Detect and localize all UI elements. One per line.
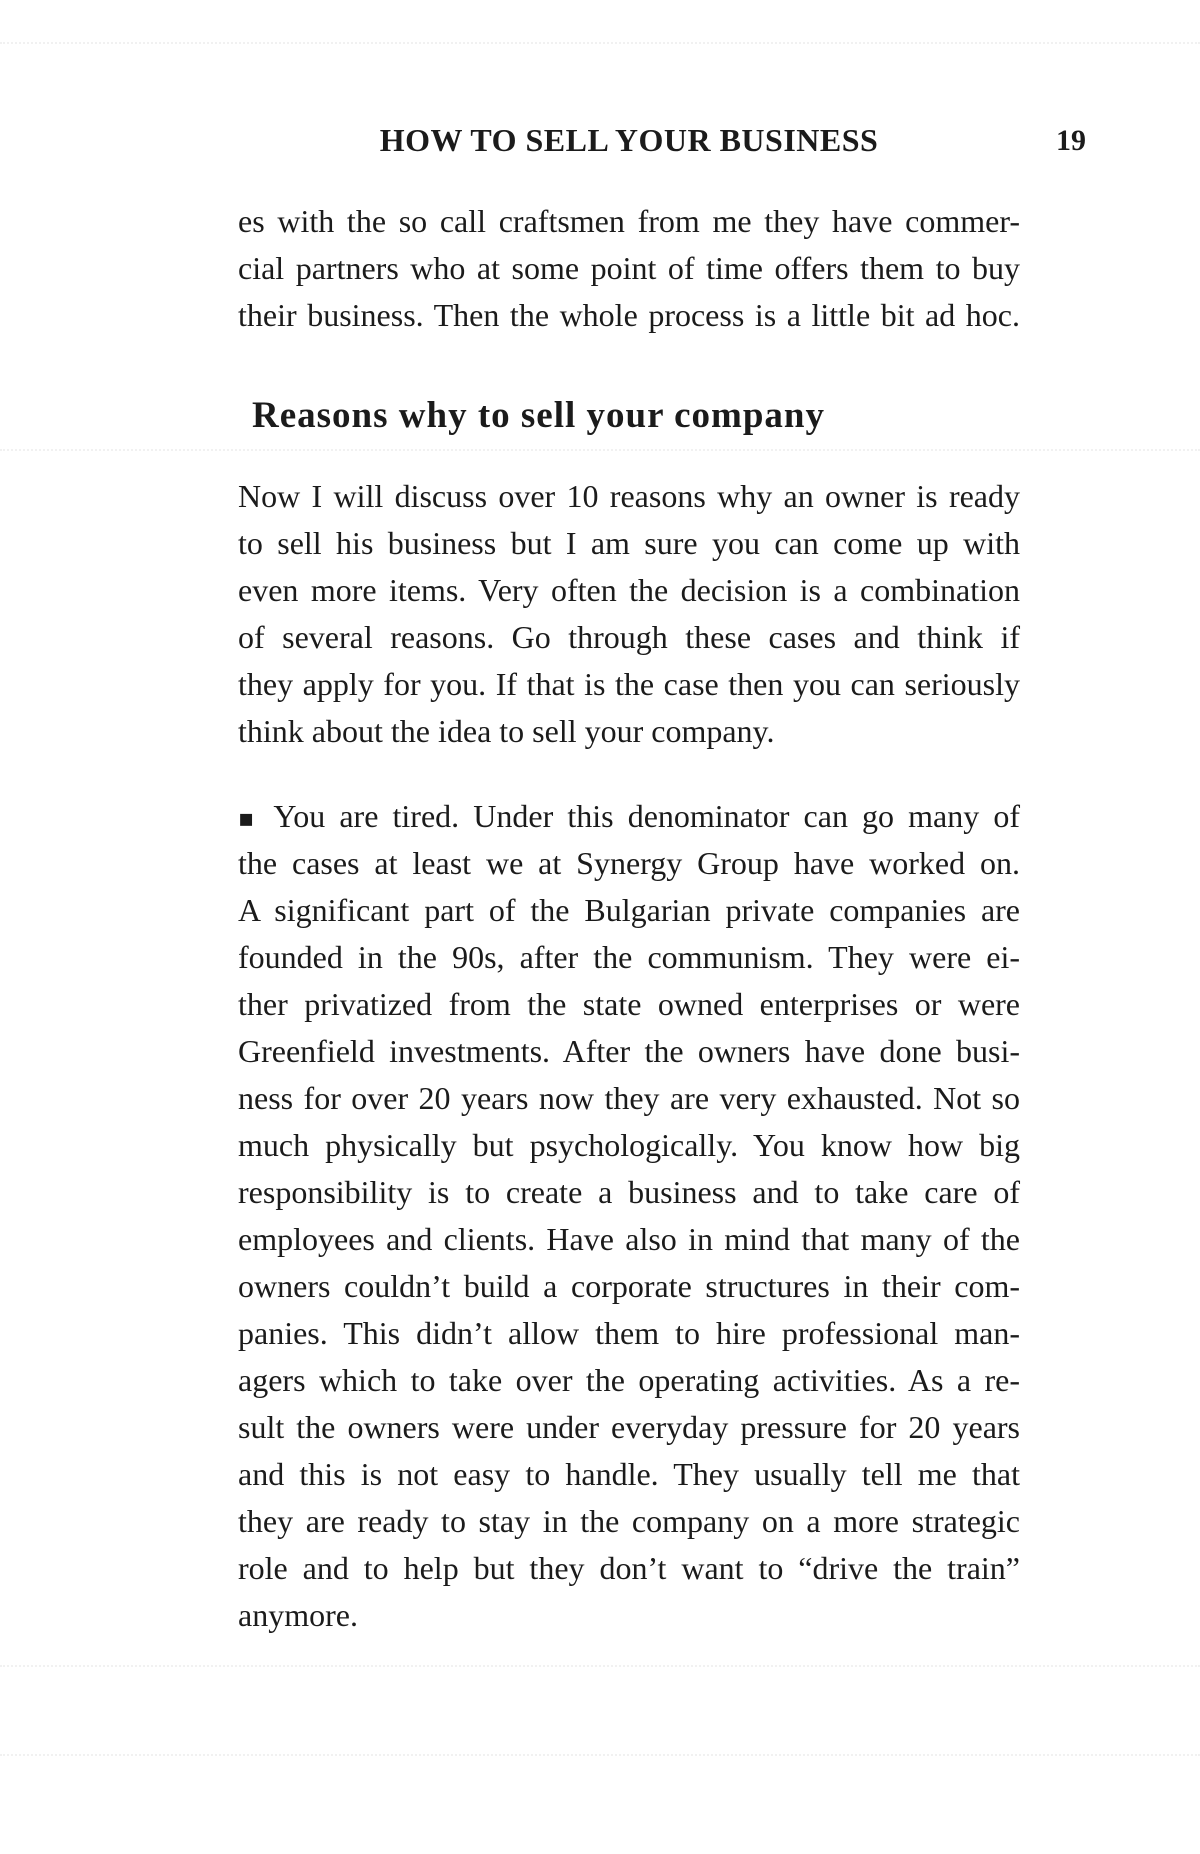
text-line-fragment: You are tired. Under this denominator can go many of bbox=[273, 798, 1021, 834]
scan-artifact-line bbox=[0, 1754, 1200, 1756]
text-line: role and to help but they don’t want to “drive the train” bbox=[238, 1550, 1020, 1586]
scan-artifact-line bbox=[0, 1665, 1200, 1667]
text-line: even more items. Very often the decision is a combination bbox=[238, 572, 1020, 608]
reasons-paragraph bbox=[238, 473, 1020, 755]
page-number: 19 bbox=[1056, 124, 1086, 157]
text-line: cial partners who at some point of time offers them to buy bbox=[238, 250, 1020, 286]
text-line: A significant part of the Bulgarian private companies are bbox=[238, 892, 1020, 928]
text-line: panies. This didn’t allow them to hire professional man- bbox=[238, 1315, 1020, 1351]
text-line: ness for over 20 years now they are very exhausted. Not so bbox=[238, 1080, 1020, 1116]
text-line: Greenfield investments. After the owners have done busi- bbox=[238, 1033, 1020, 1069]
scan-artifact-line bbox=[0, 449, 1200, 451]
intro-paragraph bbox=[238, 198, 1020, 339]
text-line: their business. Then the whole process is a little bit ad hoc. bbox=[238, 297, 1020, 333]
section-heading: Reasons why to sell your company bbox=[252, 395, 825, 436]
text-line bbox=[238, 793, 1020, 840]
text-line: think about the idea to sell your company. bbox=[238, 713, 775, 749]
text-line: to sell his business but I am sure you can come up with bbox=[238, 525, 1020, 561]
text-line: owners couldn’t build a corporate structures in their com- bbox=[238, 1268, 1020, 1304]
text-line: Now I will discuss over 10 reasons why an owner is ready bbox=[238, 478, 1020, 514]
text-line: employees and clients. Have also in mind that many of the bbox=[238, 1221, 1020, 1257]
bullet-item-paragraph bbox=[238, 793, 1020, 1639]
text-line: es with the so call craftsmen from me they have commer- bbox=[238, 203, 1020, 239]
text-line: they are ready to stay in the company on a more strategic bbox=[238, 1503, 1020, 1539]
text-line: and this is not easy to handle. They usually tell me that bbox=[238, 1456, 1020, 1492]
text-line: founded in the 90s, after the communism. They were ei- bbox=[238, 939, 1020, 975]
text-line: ther privatized from the state owned enterprises or were bbox=[238, 986, 1020, 1022]
text-line: the cases at least we at Synergy Group have worked on. bbox=[238, 845, 1020, 881]
text-line: much physically but psychologically. You know how big bbox=[238, 1127, 1020, 1163]
running-header-title: HOW TO SELL YOUR BUSINESS bbox=[379, 122, 879, 158]
text-line: they apply for you. If that is the case then you can seriously bbox=[238, 666, 1020, 702]
text-line: responsibility is to create a business and to take care of bbox=[238, 1174, 1020, 1210]
text-line: sult the owners were under everyday pressure for 20 years bbox=[238, 1409, 1020, 1445]
text-line: of several reasons. Go through these cases and think if bbox=[238, 619, 1020, 655]
text-line: anymore. bbox=[238, 1597, 358, 1633]
bullet-square-icon: ▪ bbox=[238, 804, 261, 832]
text-line: agers which to take over the operating activities. As a re- bbox=[238, 1362, 1020, 1398]
scan-artifact-line bbox=[0, 42, 1200, 44]
